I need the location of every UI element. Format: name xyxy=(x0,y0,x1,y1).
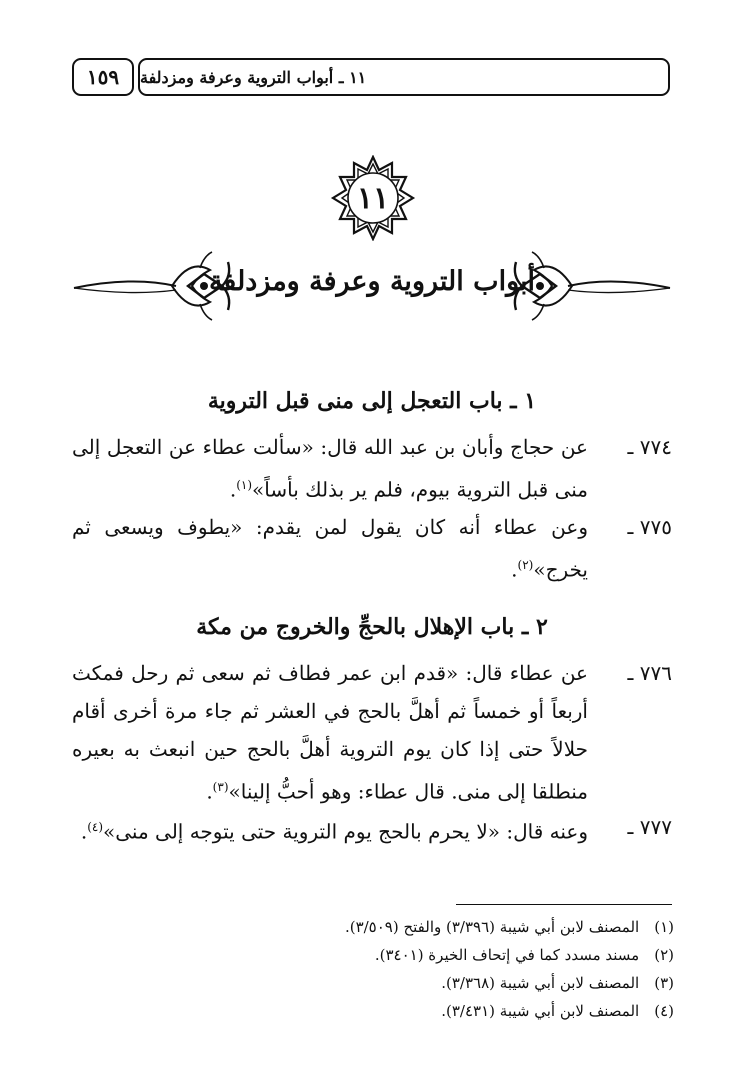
running-header xyxy=(72,58,670,98)
hadith-entry-774 xyxy=(72,428,672,509)
chapter-title-banner xyxy=(72,246,672,326)
entry-text: عن عطاء قال: «قدم ابن عمر فطاف ثم سعى ثم رحل فمكث أربعاً أو خمساً ثم أهلَّ بالحج في العشر ثم جاء مرة أخرى أقام حلالاً حتى إذا كان يوم التروية أهلَّ بالحج حين انبعث به بعيره منطلقا إلى منى. قال عطاء: وهو أحبُّ إلينا»$^{(٣)}$. xyxy=(72,661,588,804)
footnote-ref: (٣) xyxy=(212,780,229,794)
entry-text: وعنه قال: «لا يحرم بالحج يوم التروية حتى يتوجه إلى منى»$^{(٤)}$. xyxy=(80,819,588,844)
entry-number: ٧٧٥ ـ xyxy=(627,515,672,539)
footnote-divider xyxy=(456,904,672,905)
chapter-number: ١١ xyxy=(356,180,390,216)
entry-text: عن حجاج وأبان بن عبد الله قال: «سألت عطاء عن التعجل إلى منى قبل التروية بيوم، فلم ير بذلك بأساً»$^{(١)}$. xyxy=(72,435,588,502)
entry-number: ٧٧٤ ـ xyxy=(627,435,672,459)
footnote-ref: (٢) xyxy=(517,558,534,572)
running-title: ١١ ـ أبواب التروية وعرفة ومزدلفة xyxy=(138,58,670,96)
footnote-3: (٣) المصنف لابن أبي شيبة (٣/٣٦٨). xyxy=(441,974,674,992)
chapter-title: أبواب التروية وعرفة ومزدلفة xyxy=(208,266,536,297)
hadith-entry-777 xyxy=(72,808,672,851)
hadith-entry-776 xyxy=(72,654,672,811)
section-title-1: ١ ـ باب التعجل إلى منى قبل التروية xyxy=(207,388,537,414)
right-flourish-ornament xyxy=(502,246,672,326)
entry-number: ٧٧٦ ـ xyxy=(627,661,672,685)
section-title-2: ٢ ـ باب الإهلال بالحجِّ والخروج من مكة xyxy=(196,614,548,640)
entry-text: وعن عطاء أنه كان يقول لمن يقدم: «يطوف ويسعى ثم يخرج»$^{(٢)}$. xyxy=(72,515,588,582)
footnote-1: (١) المصنف لابن أبي شيبة (٣/٣٩٦) والفتح (٣/٥٠٩). xyxy=(344,918,674,936)
footnote-4: (٤) المصنف لابن أبي شيبة (٣/٤٣١). xyxy=(441,1002,674,1020)
hadith-entry-775 xyxy=(72,508,672,589)
page-number: ١٥٩ xyxy=(72,58,134,96)
footnote-2: (٢) مسند مسدد كما في إتحاف الخيرة (٣٤٠١). xyxy=(374,946,674,964)
footnote-ref: (١) xyxy=(236,478,253,492)
footnote-ref: (٤) xyxy=(87,820,104,834)
entry-number: ٧٧٧ ـ xyxy=(627,815,672,839)
